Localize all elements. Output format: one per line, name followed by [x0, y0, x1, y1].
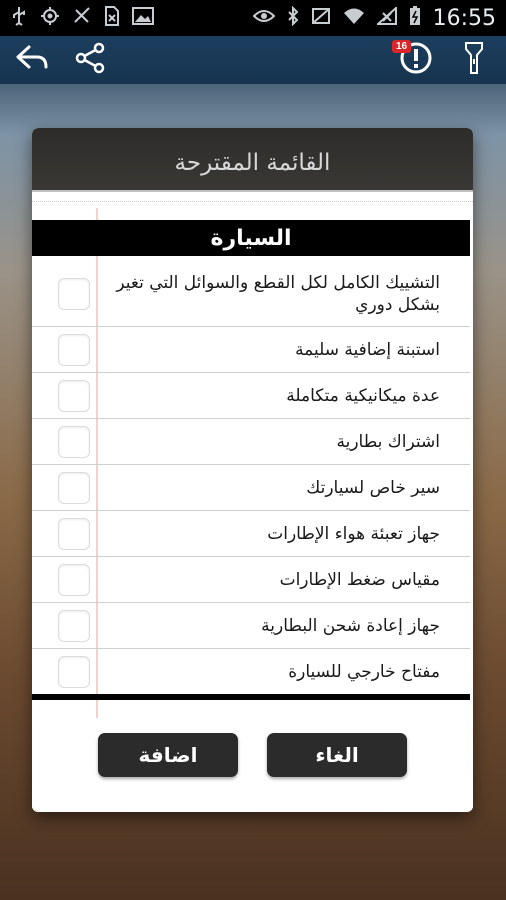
list-item[interactable]	[32, 511, 470, 557]
item-checkbox[interactable]	[58, 472, 90, 504]
dialog-button-bar	[32, 718, 473, 808]
back-icon	[15, 43, 49, 77]
bluetooth-icon	[287, 6, 299, 30]
list-item[interactable]	[32, 465, 470, 511]
item-checkbox[interactable]	[58, 278, 90, 310]
paper-edge	[32, 192, 473, 202]
list-item[interactable]	[32, 603, 470, 649]
item-label: عدة ميكانيكية متكاملة	[286, 385, 440, 406]
usb-icon	[10, 6, 28, 30]
suggested-list-dialog	[32, 128, 473, 812]
list-item[interactable]	[32, 419, 470, 465]
sim-icon	[104, 6, 120, 30]
battery-icon	[409, 6, 421, 30]
status-bar-left	[10, 6, 154, 30]
item-checkbox[interactable]	[58, 564, 90, 596]
item-checkbox[interactable]	[58, 656, 90, 688]
action-bar-left	[14, 42, 108, 78]
item-label: التشييك الكامل لكل القطع والسوائل التي تغير بشكل دوري	[116, 273, 440, 315]
back-button[interactable]	[14, 42, 50, 78]
no-signal-icon	[72, 6, 92, 30]
next-section-header	[32, 694, 470, 700]
share-icon	[74, 42, 106, 78]
list-item[interactable]	[32, 327, 470, 373]
eye-icon	[253, 9, 275, 27]
image-icon	[132, 7, 154, 29]
item-checkbox[interactable]	[58, 610, 90, 642]
dialog-title: القائمة المقترحة	[174, 150, 331, 176]
action-bar-right	[398, 42, 492, 78]
add-button[interactable]: اضافة	[98, 733, 238, 777]
item-checkbox[interactable]	[58, 334, 90, 366]
notifications-button[interactable]	[398, 42, 434, 78]
status-bar	[0, 0, 506, 36]
list-item[interactable]	[32, 557, 470, 603]
item-label: جهاز تعبئة هواء الإطارات	[267, 523, 440, 544]
action-bar	[0, 36, 506, 84]
cell-signal-icon	[377, 7, 397, 29]
mute-icon	[311, 6, 331, 30]
status-bar-right	[253, 6, 496, 31]
item-label: مقياس ضغط الإطارات	[279, 569, 440, 590]
wifi-icon	[343, 7, 365, 29]
list-item[interactable]	[32, 373, 470, 419]
share-button[interactable]	[72, 42, 108, 78]
status-time: 16:55	[432, 5, 496, 31]
cancel-button[interactable]: الغاء	[267, 733, 407, 777]
list-item[interactable]	[32, 649, 470, 695]
item-checkbox[interactable]	[58, 426, 90, 458]
flashlight-button[interactable]	[456, 42, 492, 78]
item-label: جهاز إعادة شحن البطارية	[261, 615, 440, 636]
list-item[interactable]	[32, 262, 470, 327]
item-checkbox[interactable]	[58, 380, 90, 412]
item-label: استبنة إضافية سليمة	[295, 339, 440, 360]
gps-icon	[40, 6, 60, 30]
item-label: اشتراك بطارية	[336, 431, 440, 452]
dialog-header	[32, 128, 473, 192]
flashlight-icon	[464, 41, 484, 79]
item-label: سير خاص لسيارتك	[306, 477, 440, 498]
item-checkbox[interactable]	[58, 518, 90, 550]
section-header: السيارة	[32, 220, 470, 256]
item-label: مفتاح خارجي للسيارة	[288, 662, 440, 682]
notification-badge: 16	[392, 40, 411, 53]
